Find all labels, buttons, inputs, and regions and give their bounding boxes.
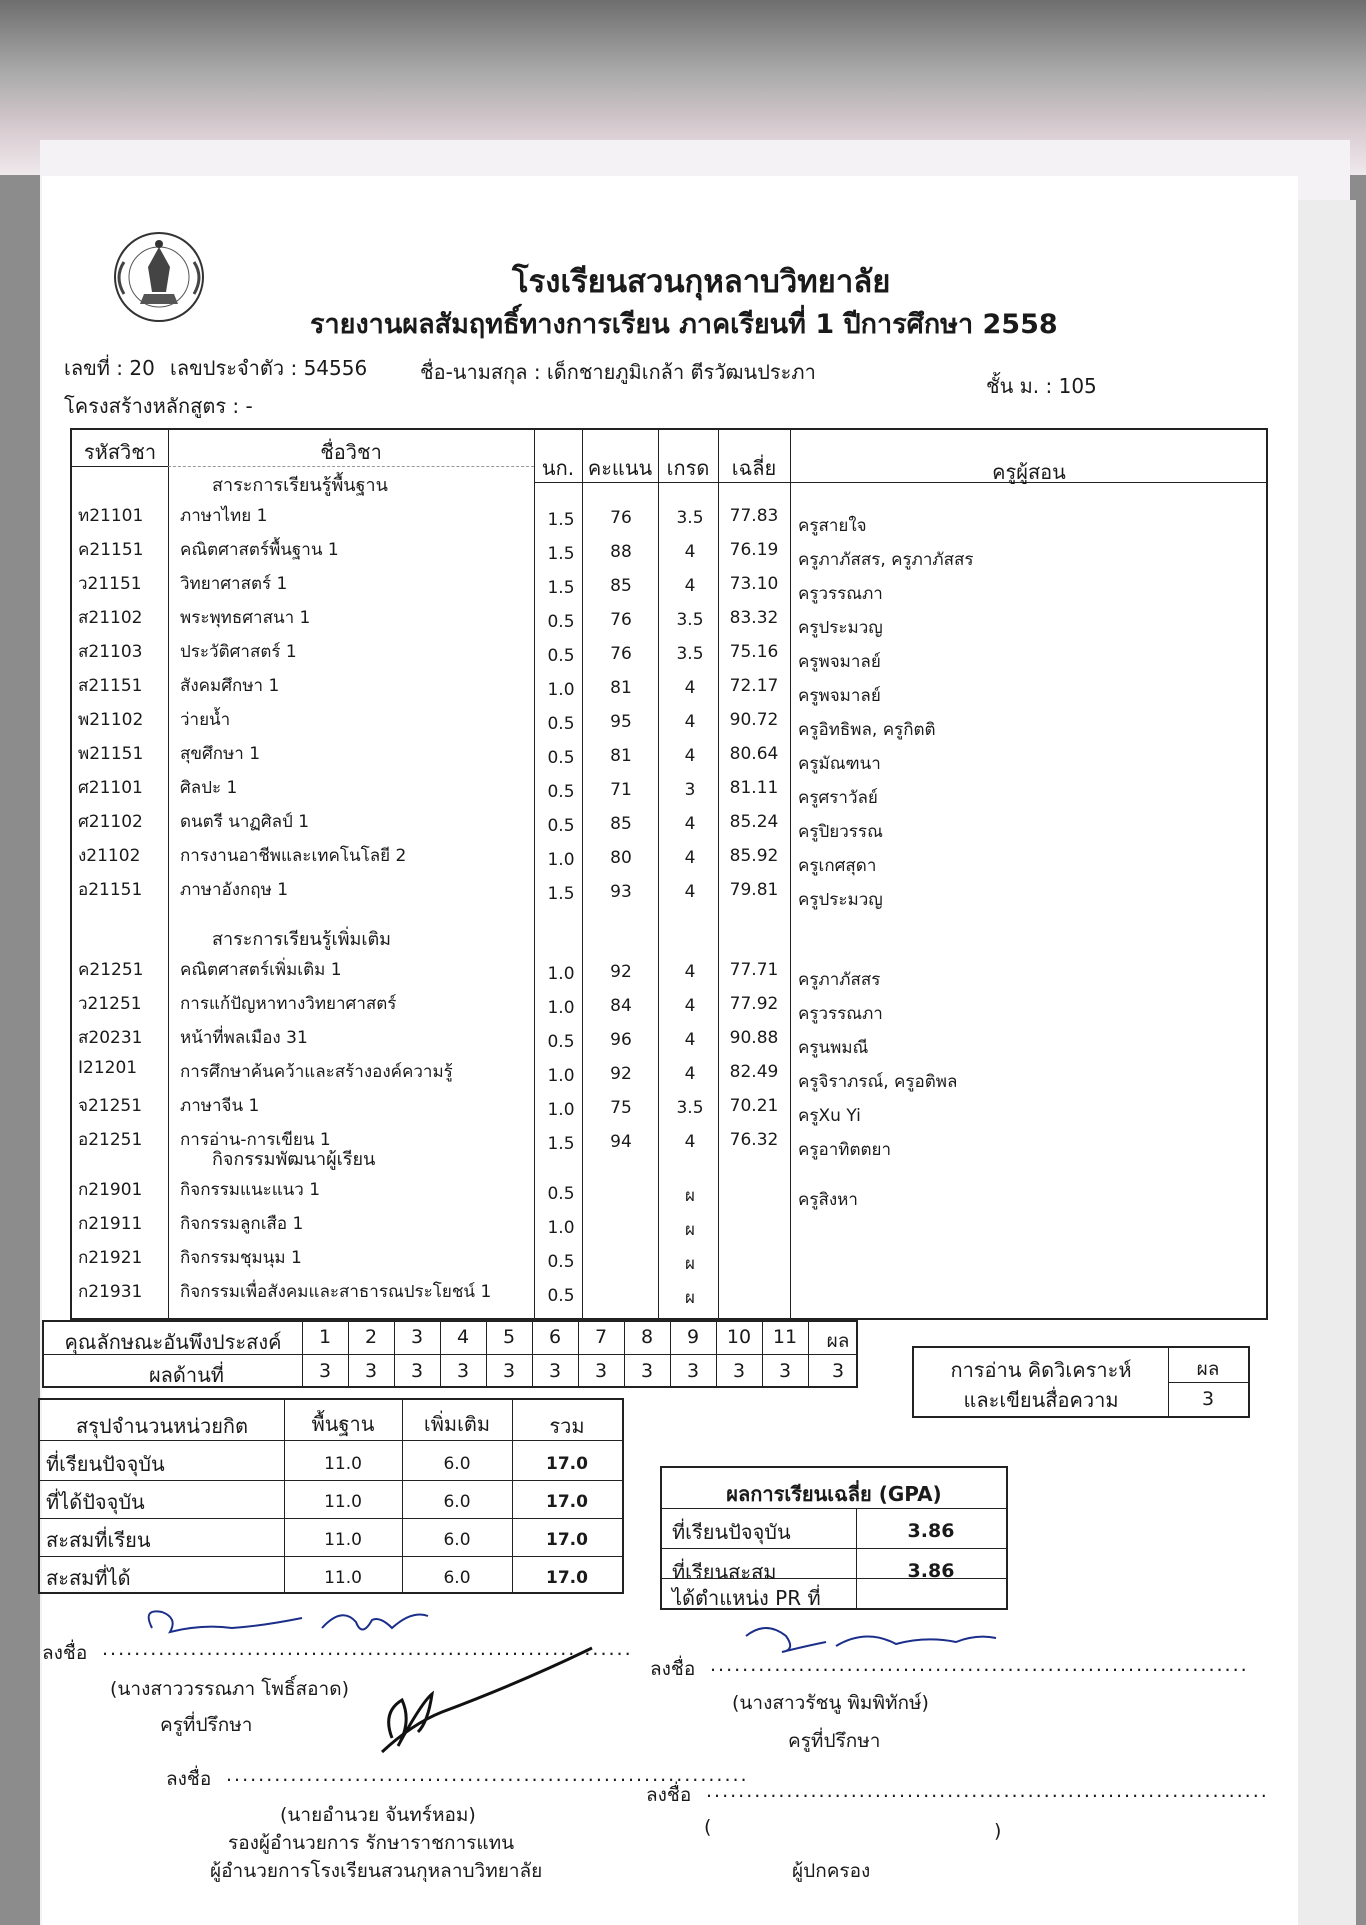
cell-credit: 0.5 — [547, 816, 575, 836]
gpa-row-label: ที่เรียนสะสม — [672, 1560, 777, 1584]
cell-name: สุขศึกษา 1 — [180, 744, 261, 764]
cell-score: 94 — [610, 1132, 632, 1152]
cell-grade: 4 — [684, 1132, 696, 1152]
header-score: คะแนน — [587, 456, 653, 480]
cell-name: พระพุทธศาสนา 1 — [180, 608, 311, 628]
cell-teacher: ครูวรรณภา — [798, 584, 883, 604]
cell-avg: 75.16 — [729, 642, 779, 662]
credits-table — [38, 1398, 624, 1594]
cell-code: พ21102 — [78, 710, 144, 730]
cell-score: 88 — [610, 542, 632, 562]
reading-result-label: ผล — [1196, 1358, 1220, 1380]
gpa-row-label: ที่เรียนปัจจุบัน — [672, 1520, 791, 1544]
cell-avg: 77.83 — [729, 506, 779, 526]
cell-score: 93 — [610, 882, 632, 902]
cell-grade: 3.5 — [676, 508, 704, 528]
section-additional: สาระการเรียนรู้เพิ่มเติม — [212, 929, 392, 950]
cell-score: 81 — [610, 678, 632, 698]
cell-score: 80 — [610, 848, 632, 868]
cell-credit: 1.5 — [547, 510, 575, 530]
cell-credit: 0.5 — [547, 748, 575, 768]
cell-score: 75 — [610, 1098, 632, 1118]
back-sheet-edge — [1296, 200, 1356, 1925]
section-activities: กิจกรรมพัฒนาผู้เรียน — [212, 1149, 376, 1170]
cell-avg: 80.64 — [729, 744, 779, 764]
cell-name: การงานอาชีพและเทคโนโลยี 2 — [180, 846, 407, 866]
table-row — [72, 496, 1270, 536]
credits-extra: 6.0 — [443, 1454, 471, 1474]
cell-score: 71 — [610, 780, 632, 800]
cell-code: อ21251 — [78, 1130, 143, 1150]
credits-total: 17.0 — [546, 1454, 588, 1474]
cell-grade: ผ — [685, 1288, 695, 1308]
reading-label-1: การอ่าน คิดวิเคราะห์ — [950, 1358, 1132, 1382]
table-row — [72, 1170, 1270, 1210]
reading-result: 3 — [1201, 1388, 1215, 1410]
advisor2-sign-label: ลงชื่อ — [650, 1658, 696, 1680]
trait-number: 9 — [686, 1326, 700, 1348]
cell-grade: 4 — [684, 542, 696, 562]
cell-name: การศึกษาค้นคว้าและสร้างองค์ความรู้ — [180, 1062, 453, 1082]
cell-credit: 0.5 — [547, 714, 575, 734]
cell-teacher: ครูปิยวรรณ — [798, 822, 883, 842]
cell-teacher: ครูอิทธิพล, ครูกิตติ — [798, 720, 936, 740]
cell-name: ภาษาจีน 1 — [180, 1096, 260, 1116]
trait-number: 7 — [594, 1326, 608, 1348]
traits-label: คุณลักษณะอันพึงประสงค์ — [64, 1330, 282, 1354]
cell-score: 92 — [610, 962, 632, 982]
cell-teacher: ครูจิราภรณ์, ครูอติพล — [798, 1072, 958, 1092]
credits-basic: 11.0 — [324, 1530, 362, 1550]
cell-name: การแก้ปัญหาทางวิทยาศาสตร์ — [180, 994, 397, 1014]
gpa-row-label: ได้ตำแหน่ง PR ที่ — [672, 1586, 821, 1610]
cell-teacher: ครูประมวญ — [798, 618, 883, 638]
advisor2-dotted-line: ................................................................... — [710, 1654, 1249, 1676]
cell-name: กิจกรรมเพื่อสังคมและสาธารณประโยชน์ 1 — [180, 1282, 492, 1302]
trait-number: 2 — [364, 1326, 378, 1348]
trait-result: 3 — [318, 1360, 332, 1382]
cell-teacher: ครูพจมาลย์ — [798, 686, 881, 706]
trait-number: ผล — [826, 1330, 850, 1352]
cell-credit: 0.5 — [547, 1252, 575, 1272]
cell-name: ภาษาอังกฤษ 1 — [180, 880, 289, 900]
cell-teacher: ครูภาภัสสร, ครูภาภัสสร — [798, 550, 974, 570]
cell-code: ส20231 — [78, 1028, 143, 1048]
student-id: เลขประจำตัว : 54556 — [170, 356, 368, 380]
cell-avg: 82.49 — [729, 1062, 779, 1082]
cell-avg: 79.81 — [729, 880, 779, 900]
table-row — [72, 984, 1270, 1024]
table-row — [72, 1272, 1270, 1308]
credits-total: 17.0 — [546, 1492, 588, 1512]
cell-code: ก21901 — [78, 1180, 143, 1200]
cell-avg: 85.24 — [729, 812, 779, 832]
cell-code: ค21251 — [78, 960, 144, 980]
credits-row-label: ที่เรียนปัจจุบัน — [46, 1452, 165, 1476]
cell-teacher: ครูนพมณี — [798, 1038, 869, 1058]
credits-row-label: ที่ได้ปัจจุบัน — [46, 1490, 145, 1514]
cell-credit: 1.5 — [547, 1134, 575, 1154]
cell-teacher: ครูพจมาลย์ — [798, 652, 881, 672]
trait-number: 6 — [548, 1326, 562, 1348]
traits-table — [42, 1320, 858, 1388]
cell-name: หน้าที่พลเมือง 31 — [180, 1028, 308, 1048]
table-row — [72, 1018, 1270, 1058]
credits-total: 17.0 — [546, 1530, 588, 1550]
cell-name: กิจกรรมชุมนุม 1 — [180, 1248, 302, 1268]
cell-score: 76 — [610, 508, 632, 528]
advisor1-role: ครูที่ปรึกษา — [160, 1714, 253, 1736]
trait-result: 3 — [410, 1360, 424, 1382]
table-row — [72, 564, 1270, 604]
trait-result: 3 — [686, 1360, 700, 1382]
trait-result: 3 — [548, 1360, 562, 1382]
header-avg: เฉลี่ย — [731, 456, 777, 480]
cell-code: ก21911 — [78, 1214, 143, 1234]
parent-sign-label: ลงชื่อ — [646, 1784, 692, 1806]
credits-header-extra: เพิ่มเติม — [423, 1412, 491, 1436]
credits-row-label: สะสมที่เรียน — [46, 1528, 151, 1552]
deputy-dotted-line: ................................................................. — [226, 1764, 749, 1786]
trait-number: 4 — [456, 1326, 470, 1348]
cell-code: ท21101 — [78, 506, 144, 526]
cell-code: ศ21101 — [78, 778, 143, 798]
table-row — [72, 1052, 1270, 1092]
cell-avg: 76.32 — [729, 1130, 779, 1150]
cell-code: ง21102 — [78, 846, 141, 866]
cell-credit: 1.0 — [547, 680, 575, 700]
cell-grade: 4 — [684, 848, 696, 868]
trait-number: 3 — [410, 1326, 424, 1348]
cell-code: พ21151 — [78, 744, 144, 764]
gpa-row-value: 3.86 — [907, 1560, 955, 1582]
trait-result: 3 — [778, 1360, 792, 1382]
school-name: โรงเรียนสวนกุหลาบวิทยาลัย — [512, 264, 891, 300]
table-row — [72, 950, 1270, 990]
parent-role: ผู้ปกครอง — [792, 1860, 871, 1882]
cell-teacher: ครูอาทิตตยา — [798, 1140, 892, 1160]
gpa-title: ผลการเรียนเฉลี่ย (GPA) — [726, 1482, 942, 1506]
cell-grade: ผ — [685, 1186, 695, 1206]
deputy-role-2: ผู้อำนวยการโรงเรียนสวนกุหลาบวิทยาลัย — [210, 1860, 543, 1882]
cell-teacher: ครูวรรณภา — [798, 1004, 883, 1024]
trait-number: 8 — [640, 1326, 654, 1348]
cell-grade: 4 — [684, 962, 696, 982]
cell-credit: 0.5 — [547, 612, 575, 632]
cell-grade: 3 — [684, 780, 696, 800]
table-row — [72, 768, 1270, 808]
trait-result: 3 — [640, 1360, 654, 1382]
cell-grade: 4 — [684, 1030, 696, 1050]
cell-name: กิจกรรมลูกเสือ 1 — [180, 1214, 304, 1234]
cell-score: 85 — [610, 576, 632, 596]
cell-code: จ21251 — [78, 1096, 143, 1116]
cell-score: 85 — [610, 814, 632, 834]
trait-result: 3 — [732, 1360, 746, 1382]
cell-code: ส21151 — [78, 676, 143, 696]
trait-result: 3 — [502, 1360, 516, 1382]
trait-number: 10 — [726, 1326, 752, 1348]
cell-score: 96 — [610, 1030, 632, 1050]
cell-name: ศิลปะ 1 — [180, 778, 238, 798]
cell-code: ว21151 — [78, 574, 142, 594]
cell-avg: 72.17 — [729, 676, 779, 696]
cell-credit: 1.0 — [547, 1218, 575, 1238]
cell-credit: 1.5 — [547, 578, 575, 598]
student-class: ชั้น ม. : 105 — [986, 374, 1097, 398]
header-teacher: ครูผู้สอน — [992, 460, 1066, 484]
cell-grade: 4 — [684, 678, 696, 698]
reading-label-2: และเขียนสื่อความ — [963, 1388, 1119, 1412]
credits-total: 17.0 — [546, 1568, 588, 1588]
credits-title: สรุปจำนวนหน่วยกิต — [75, 1414, 249, 1438]
trait-number: 1 — [318, 1326, 332, 1348]
cell-code: ค21151 — [78, 540, 144, 560]
cell-avg: 70.21 — [729, 1096, 779, 1116]
cell-score: 76 — [610, 644, 632, 664]
advisor1-name: (นางสาววรรณภา โพธิ์สอาด) — [110, 1678, 349, 1700]
cell-name: ว่ายน้ำ — [180, 710, 231, 730]
deputy-sign-label: ลงชื่อ — [166, 1768, 212, 1790]
cell-name: คณิตศาสตร์เพิ่มเติม 1 — [180, 960, 342, 980]
cell-avg: 90.88 — [729, 1028, 779, 1048]
gpa-row-value: 3.86 — [907, 1520, 955, 1542]
grade-table — [70, 428, 1268, 1320]
cell-teacher: ครูมัณฑนา — [798, 754, 881, 774]
cell-grade: ผ — [685, 1220, 695, 1240]
cell-score: 84 — [610, 996, 632, 1016]
cell-avg: 77.92 — [729, 994, 779, 1014]
advisor1-sign-label: ลงชื่อ — [42, 1642, 88, 1664]
cell-credit: 1.0 — [547, 1100, 575, 1120]
cell-teacher: ครูศราวัลย์ — [798, 788, 878, 808]
section-basic: สาระการเรียนรู้พื้นฐาน — [212, 475, 388, 496]
credits-extra: 6.0 — [443, 1492, 471, 1512]
cell-name: วิทยาศาสตร์ 1 — [180, 574, 288, 594]
cell-score: 92 — [610, 1064, 632, 1084]
cell-code: ว21251 — [78, 994, 142, 1014]
cell-grade: 4 — [684, 814, 696, 834]
cell-grade: 4 — [684, 576, 696, 596]
credits-basic: 11.0 — [324, 1568, 362, 1588]
header-name: ชื่อวิชา — [320, 440, 382, 464]
reading-table — [912, 1346, 1250, 1418]
cell-code: ก21921 — [78, 1248, 143, 1268]
cell-avg: 83.32 — [729, 608, 779, 628]
credits-extra: 6.0 — [443, 1530, 471, 1550]
header-credit: นก. — [541, 456, 575, 480]
cell-avg: 73.10 — [729, 574, 779, 594]
cell-credit: 1.5 — [547, 884, 575, 904]
cell-grade: 3.5 — [676, 644, 704, 664]
table-row — [72, 734, 1270, 774]
cell-credit: 1.0 — [547, 998, 575, 1018]
cell-grade: 4 — [684, 996, 696, 1016]
table-row — [72, 1204, 1270, 1240]
cell-grade: ผ — [685, 1254, 695, 1274]
credits-basic: 11.0 — [324, 1454, 362, 1474]
trait-result: 3 — [456, 1360, 470, 1382]
table-row — [72, 632, 1270, 672]
header-grade: เกรด — [666, 456, 710, 480]
cell-code: ส21103 — [78, 642, 143, 662]
cell-grade: 4 — [684, 882, 696, 902]
gpa-table — [660, 1466, 1008, 1610]
cell-name: กิจกรรมแนะแนว 1 — [180, 1180, 321, 1200]
cell-teacher: ครูสิงหา — [798, 1190, 858, 1210]
cell-credit: 1.0 — [547, 1066, 575, 1086]
advisor2-role: ครูที่ปรึกษา — [788, 1730, 881, 1752]
table-row — [72, 1086, 1270, 1126]
cell-score: 81 — [610, 746, 632, 766]
cell-avg: 90.72 — [729, 710, 779, 730]
cell-grade: 3.5 — [676, 610, 704, 630]
cell-credit: 1.0 — [547, 850, 575, 870]
curriculum: โครงสร้างหลักสูตร : - — [64, 394, 253, 418]
credits-basic: 11.0 — [324, 1492, 362, 1512]
parent-paren-close: ) — [994, 1820, 1002, 1842]
student-number: เลขที่ : 20 — [64, 356, 155, 380]
cell-avg: 77.71 — [729, 960, 779, 980]
deputy-role-1: รองผู้อำนวยการ รักษาราชการแทน — [228, 1832, 515, 1854]
credits-row-label: สะสมที่ได้ — [46, 1566, 131, 1590]
cell-name: สังคมศึกษา 1 — [180, 676, 280, 696]
table-row — [72, 700, 1270, 740]
cell-code: ส21102 — [78, 608, 143, 628]
cell-code: ศ21102 — [78, 812, 143, 832]
parent-dotted-line: ...................................................................... — [706, 1780, 1269, 1802]
cell-credit: 1.5 — [547, 544, 575, 564]
cell-teacher: ครูประมวญ — [798, 890, 883, 910]
cell-name: การอ่าน-การเขียน 1 — [180, 1130, 331, 1150]
cell-code: I21201 — [78, 1058, 138, 1078]
cell-credit: 0.5 — [547, 782, 575, 802]
parent-paren-open: ( — [704, 1816, 712, 1838]
report-page — [42, 176, 1298, 1925]
credits-header-total: รวม — [549, 1414, 585, 1438]
credits-extra: 6.0 — [443, 1568, 471, 1588]
trait-result: 3 — [594, 1360, 608, 1382]
student-name: ชื่อ-นามสกุล : เด็กชายภูมิเกล้า ตีรวัฒนประภา — [420, 360, 816, 384]
cell-name: ประวัติศาสตร์ 1 — [180, 642, 297, 662]
cell-credit: 0.5 — [547, 1286, 575, 1306]
trait-number: 11 — [772, 1326, 798, 1348]
cell-grade: 4 — [684, 712, 696, 732]
cell-teacher: ครูภาภัสสร — [798, 970, 881, 990]
trait-result: 3 — [364, 1360, 378, 1382]
table-row — [72, 598, 1270, 638]
table-row — [72, 1238, 1270, 1274]
cell-name: ภาษาไทย 1 — [180, 506, 268, 526]
credits-header-basic: พื้นฐาน — [311, 1412, 375, 1436]
table-row — [72, 802, 1270, 842]
report-title: รายงานผลสัมฤทธิ์ทางการเรียน ภาคเรียนที่ 1 ปีการศึกษา 2558 — [310, 309, 1058, 340]
cell-name: คณิตศาสตร์พื้นฐาน 1 — [180, 540, 339, 560]
cell-grade: 4 — [684, 746, 696, 766]
trait-result: 3 — [831, 1360, 845, 1382]
cell-teacher: ครูเกศสุดา — [798, 856, 877, 876]
cell-avg: 85.92 — [729, 846, 779, 866]
cell-credit: 1.0 — [547, 964, 575, 984]
deputy-name: (นายอำนวย จันทร์หอม) — [280, 1804, 476, 1826]
cell-credit: 0.5 — [547, 1032, 575, 1052]
cell-grade: 3.5 — [676, 1098, 704, 1118]
cell-avg: 81.11 — [729, 778, 779, 798]
school-logo-icon — [104, 222, 214, 332]
traits-result-label: ผลด้านที่ — [148, 1363, 224, 1387]
advisor1-dotted-line: .................................................................. — [102, 1638, 633, 1660]
cell-code: อ21151 — [78, 880, 143, 900]
cell-teacher: ครูสายใจ — [798, 516, 867, 536]
header-code: รหัสวิชา — [83, 440, 157, 464]
advisor2-name: (นางสาวรัชนู พิมพิทักษ์) — [732, 1692, 929, 1714]
cell-teacher: ครูXu Yi — [798, 1106, 861, 1126]
table-row — [72, 666, 1270, 706]
table-row — [72, 836, 1270, 876]
table-row — [72, 870, 1270, 910]
cell-name: ดนตรี นาฏศิลป์ 1 — [180, 812, 310, 832]
cell-credit: 0.5 — [547, 1184, 575, 1204]
cell-avg: 76.19 — [729, 540, 779, 560]
cell-score: 76 — [610, 610, 632, 630]
trait-number: 5 — [502, 1326, 516, 1348]
table-row — [72, 530, 1270, 570]
cell-code: ก21931 — [78, 1282, 143, 1302]
cell-grade: 4 — [684, 1064, 696, 1084]
cell-score: 95 — [610, 712, 632, 732]
deputy-signature-icon — [342, 1642, 602, 1772]
cell-credit: 0.5 — [547, 646, 575, 666]
